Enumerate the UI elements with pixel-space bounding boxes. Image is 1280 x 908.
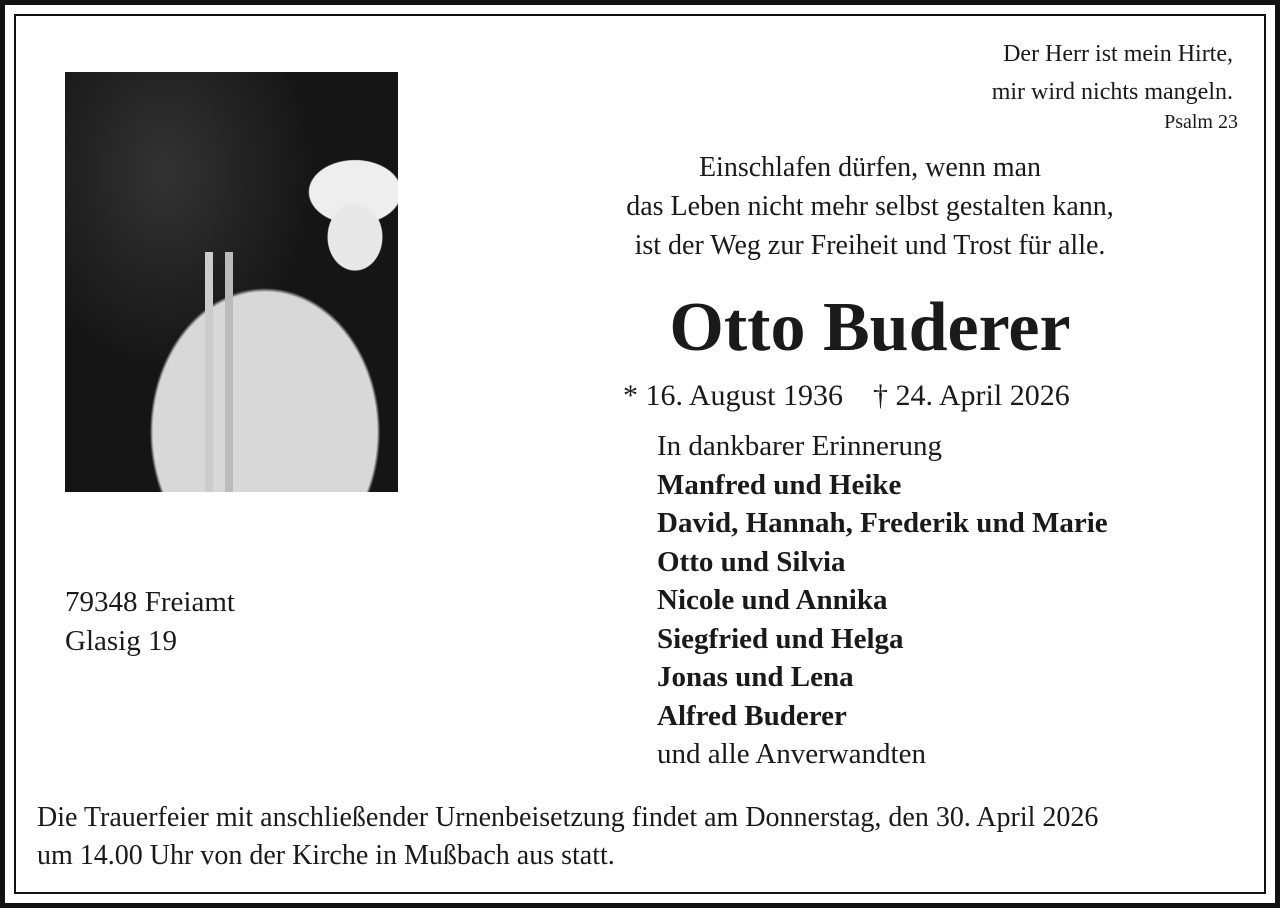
life-dates: * 16. August 1936 † 24. April 2026 [623,379,1070,412]
mourner: David, Hannah, Frederik und Marie [657,507,1108,539]
mourner: Alfred Buderer [657,699,847,732]
mourners-list [657,427,1108,774]
quote [560,148,1180,265]
mourner: Nicole und Annika [657,584,888,616]
mourners-intro: In dankbarer Erinnerung [657,430,943,462]
mourner: Manfred und Heike [657,468,902,501]
mourner: Otto und Silvia [657,545,846,578]
psalm-line: Der Herr ist mein Hirte, [1003,41,1233,67]
mourner: Siegfried und Helga [657,622,904,655]
ceremony-line: Die Trauerfeier mit anschließender Urnenbeisetzung findet am Donnerstag, den 30. April 2026 [37,802,1099,833]
psalm-quote [992,35,1233,111]
mourner: Jonas und Lena [657,661,854,693]
deceased-name: Otto Buderer [669,289,1071,366]
ceremony-line: um 14.00 Uhr von der Kirche in Mußbach aus statt. [37,840,615,871]
quote-line: Einschlafen dürfen, wenn man [698,152,1042,183]
address [65,583,235,660]
psalm-reference: Psalm 23 [1164,111,1238,133]
quote-line: das Leben nicht mehr selbst gestalten kann, [626,191,1114,222]
portrait-photo [65,72,398,492]
quote-line: ist der Weg zur Freiheit und Trost für alle. [634,230,1106,261]
mourners-outro: und alle Anverwandten [657,738,926,770]
psalm-line: mir wird nichts mangeln. [991,79,1233,105]
ceremony-info [37,799,1098,875]
address-line: 79348 Freiamt [65,586,235,618]
address-line: Glasig 19 [65,624,177,657]
